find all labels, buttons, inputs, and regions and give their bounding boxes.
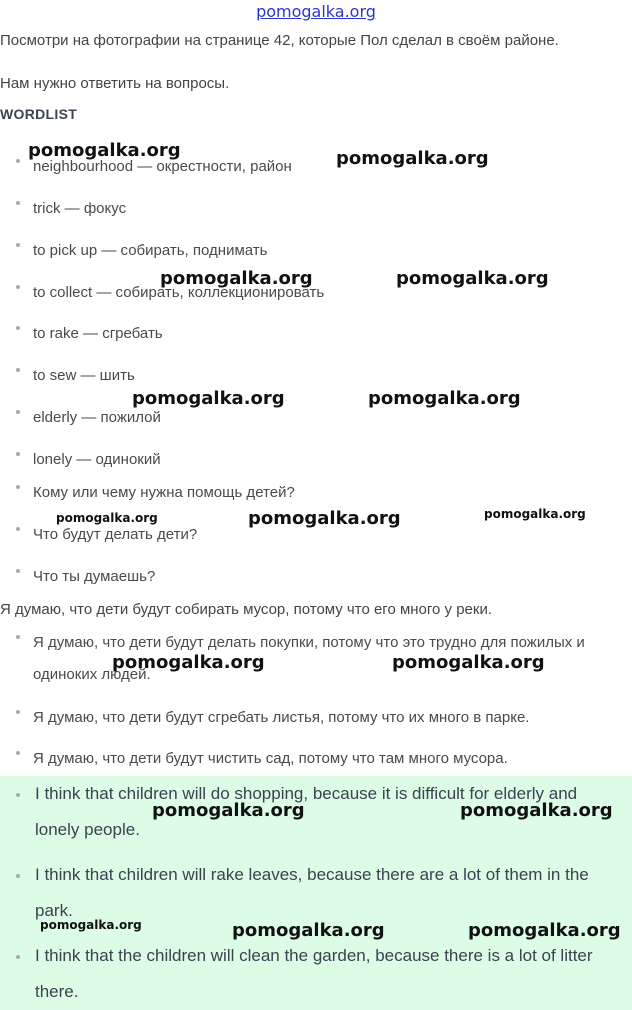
watermark: pomogalka.org [132,388,285,409]
bullet-icon [16,569,20,573]
watermark: pomogalka.org [468,920,621,941]
intro-line-1: Посмотри на фотографии на странице 42, которые Пол сделал в своём районе. [0,32,559,49]
watermark: pomogalka.org [40,918,142,932]
watermark: pomogalka.org [160,268,313,289]
watermark: pomogalka.org [56,511,158,525]
bullet-icon [16,635,20,639]
bullet-icon [16,527,20,531]
watermark: pomogalka.org [460,800,613,821]
watermark: pomogalka.org [396,268,549,289]
bullet-icon [16,955,20,959]
bullet-icon [16,452,20,456]
watermark: pomogalka.org [28,140,181,161]
watermark: pomogalka.org [484,507,586,521]
watermark: pomogalka.org [336,148,489,169]
bullet-icon [16,751,20,755]
site-header-link[interactable]: pomogalka.org [256,2,376,21]
bullet-icon [16,874,20,878]
bullet-icon [16,159,20,163]
bullet-icon [16,710,20,714]
watermark: pomogalka.org [152,800,305,821]
bullet-icon [16,326,20,330]
bullet-icon [16,410,20,414]
wordlist-heading: WORDLIST [0,106,78,122]
bullet-icon [16,285,20,289]
watermark: pomogalka.org [112,652,265,673]
watermark: pomogalka.org [368,388,521,409]
bullet-icon [16,485,20,489]
watermark: pomogalka.org [392,652,545,673]
watermark: pomogalka.org [232,920,385,941]
bullet-icon [16,368,20,372]
bullet-icon [16,793,20,797]
bullet-icon [16,201,20,205]
answer-intro: Я думаю, что дети будут собирать мусор, потому что его много у реки. [0,601,493,618]
watermark: pomogalka.org [248,508,401,529]
bullet-icon [16,243,20,247]
intro-line-2: Нам нужно ответить на вопросы. [0,75,230,92]
